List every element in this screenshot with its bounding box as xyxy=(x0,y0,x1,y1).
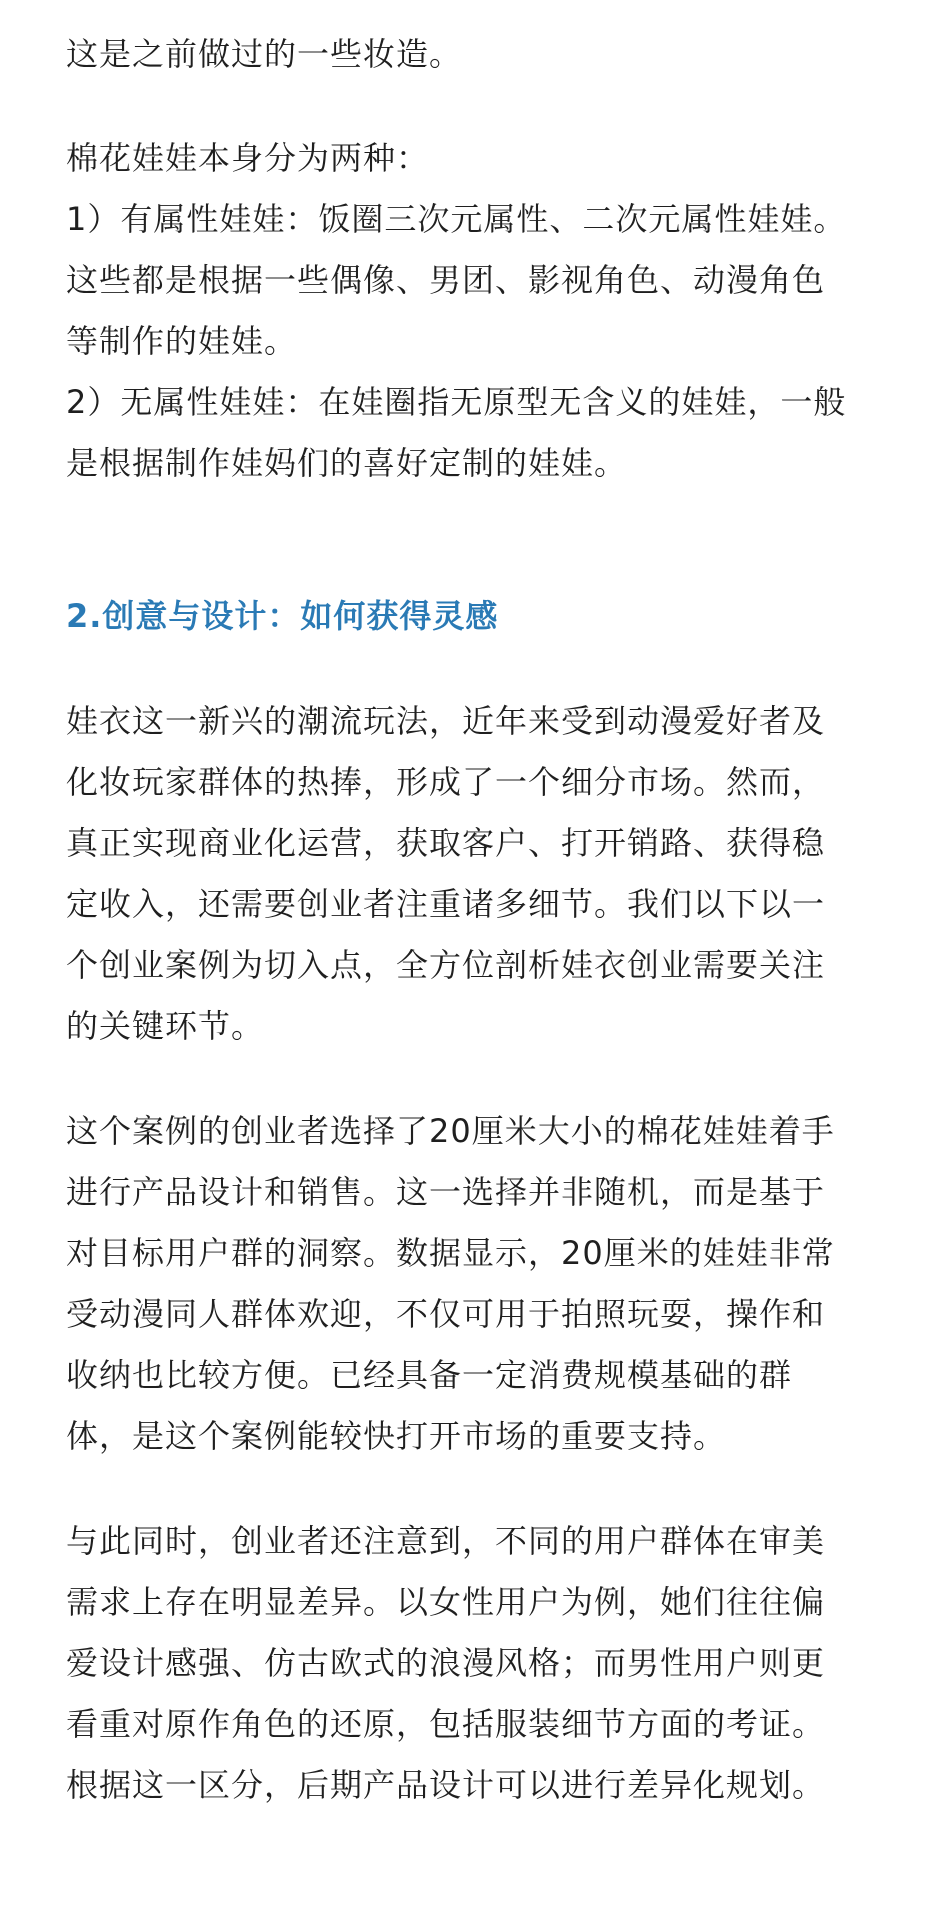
paragraph-user-groups xyxy=(66,1511,876,1816)
paragraph-gap xyxy=(66,1057,876,1101)
text-line: 的关键环节。 xyxy=(66,1007,265,1045)
text-line: 2）无属性娃娃：在娃圈指无原型无含义的娃娃，一般 xyxy=(66,383,847,421)
text-line: 等制作的娃娃。 xyxy=(66,322,298,360)
text-line: 看重对原作角色的还原，包括服装细节方面的考证。 xyxy=(66,1705,826,1743)
text-line: 娃衣这一新兴的潮流玩法，近年来受到动漫爱好者及 xyxy=(66,702,826,740)
article-body xyxy=(66,24,876,1816)
text-line: 进行产品设计和销售。这一选择并非随机，而是基于 xyxy=(66,1173,826,1211)
text-line: 收纳也比较方便。已经具备一定消费规模基础的群 xyxy=(66,1356,793,1394)
text-line: 真正实现商业化运营，获取客户、打开销路、获得稳 xyxy=(66,824,826,862)
section-heading: 2.创意与设计：如何获得灵感 xyxy=(66,597,499,635)
text-line: 1）有属性娃娃：饭圈三次元属性、二次元属性娃娃。 xyxy=(66,200,847,238)
text-line: 这是之前做过的一些妆造。 xyxy=(66,35,463,73)
section-gap xyxy=(66,494,876,586)
text-line: 是根据制作娃妈们的喜好定制的娃娃。 xyxy=(66,444,628,482)
text-line: 与此同时，创业者还注意到，不同的用户群体在审美 xyxy=(66,1522,826,1560)
paragraph-gap xyxy=(66,85,876,128)
text-line: 体，是这个案例能较快打开市场的重要支持。 xyxy=(66,1417,727,1455)
text-line: 个创业案例为切入点，全方位剖析娃衣创业需要关注 xyxy=(66,946,826,984)
text-line: 根据这一区分，后期产品设计可以进行差异化规划。 xyxy=(66,1766,826,1804)
text-line: 这些都是根据一些偶像、男团、影视角色、动漫角色 xyxy=(66,261,826,299)
text-line: 这个案例的创业者选择了20厘米大小的棉花娃娃着手 xyxy=(66,1112,835,1150)
text-line: 爱设计感强、仿古欧式的浪漫风格；而男性用户则更 xyxy=(66,1644,826,1682)
text-line: 对目标用户群的洞察。数据显示，20厘米的娃娃非常 xyxy=(66,1234,835,1272)
text-line: 定收入，还需要创业者注重诸多细节。我们以下以一 xyxy=(66,885,826,923)
paragraph-gap xyxy=(66,647,876,691)
text-line: 化妆玩家群体的热捧，形成了一个细分市场。然而， xyxy=(66,763,826,801)
intro-paragraph xyxy=(66,24,876,85)
text-line: 受动漫同人群体欢迎，不仅可用于拍照玩耍，操作和 xyxy=(66,1295,826,1333)
paragraph-case xyxy=(66,1101,876,1467)
text-line: 需求上存在明显差异。以女性用户为例，她们往往偏 xyxy=(66,1583,826,1621)
paragraph-market xyxy=(66,691,876,1057)
doll-types-paragraph xyxy=(66,128,876,494)
doll-types-title: 棉花娃娃本身分为两种： xyxy=(66,139,430,177)
paragraph-gap xyxy=(66,1467,876,1511)
